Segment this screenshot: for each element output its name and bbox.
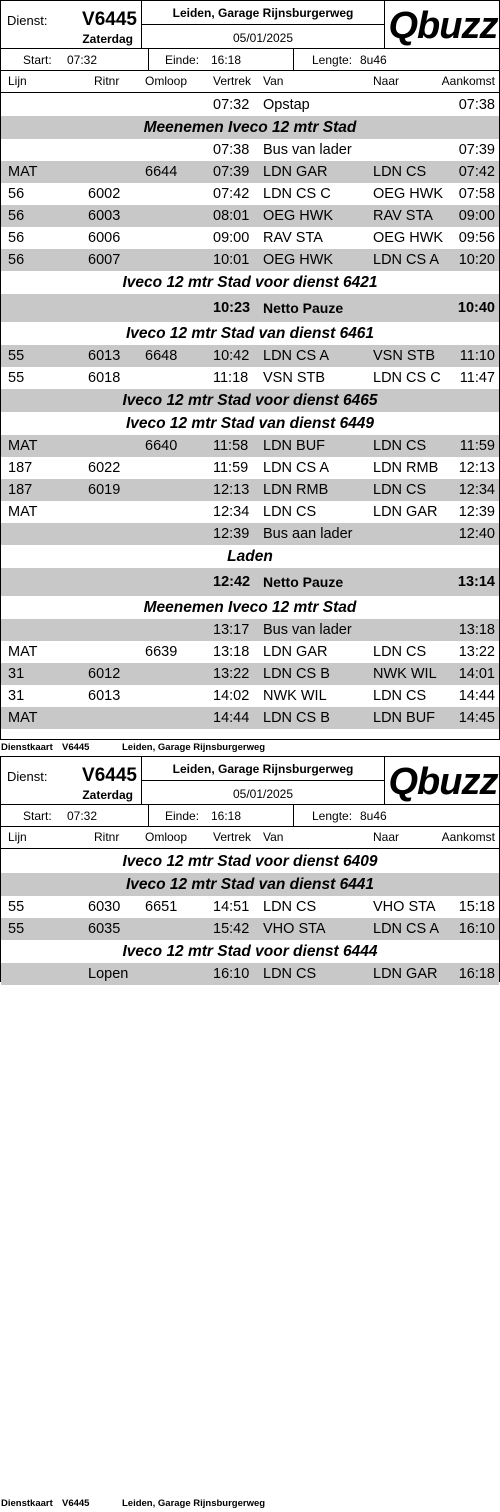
column-headers: [1, 71, 499, 93]
cell-aankomst: 14:45: [458, 710, 495, 726]
col-lijn: Lijn: [8, 74, 27, 88]
cell-lijn: 56: [8, 186, 25, 202]
col-van: Van: [263, 74, 284, 88]
footer-label: Dienstkaart: [1, 1498, 53, 1509]
col-ritnr: Ritnr: [94, 830, 120, 844]
cell-van: VSN STB: [263, 370, 326, 386]
cell-van: LDN CS: [263, 966, 317, 982]
cell-van: Bus van lader: [263, 622, 352, 638]
cell-lijn: MAT: [8, 504, 38, 520]
cell-ritnr: 6018: [88, 370, 121, 386]
cell-aankomst: 15:18: [458, 899, 495, 915]
cell-ritnr: 6019: [88, 482, 121, 498]
cell-lijn: 31: [8, 666, 25, 682]
cell-vertrek: 11:59: [213, 460, 249, 476]
lengte-cell: [294, 49, 499, 70]
cell-van: Netto Pauze: [263, 300, 344, 316]
cell-lijn: 55: [8, 370, 25, 386]
cell-vertrek: 13:17: [213, 622, 250, 638]
cell-lijn: 55: [8, 921, 25, 937]
cell-aankomst: 13:14: [457, 574, 495, 590]
cell-vertrek: 12:13: [213, 482, 250, 498]
dienstkaart-card: [0, 0, 500, 740]
trip-row: [1, 205, 499, 227]
cell-aankomst: 12:13: [458, 460, 495, 476]
cell-vertrek: 07:32: [213, 97, 250, 113]
trip-row: [1, 896, 499, 918]
cell-vertrek: 10:01: [213, 252, 250, 268]
date: 05/01/2025: [232, 31, 294, 45]
cell-aankomst: 07:42: [458, 164, 495, 180]
location-box: [142, 757, 385, 805]
cell-lijn: 31: [8, 688, 25, 704]
cell-aankomst: 11:59: [459, 438, 495, 454]
section-banner: Iveco 12 mtr Stad voor dienst 6444: [122, 943, 378, 960]
pause-row: [1, 294, 499, 322]
cell-ritnr: 6002: [88, 186, 121, 202]
start-label: Start:: [23, 809, 52, 823]
cell-omloop: 6640: [145, 438, 178, 454]
cell-van: LDN GAR: [263, 164, 328, 180]
cell-ritnr: 6007: [88, 252, 121, 268]
dienst-label: Dienst:: [7, 769, 48, 784]
cell-naar: LDN CS: [373, 438, 427, 454]
trip-row: [1, 367, 499, 389]
cell-naar: LDN CS: [373, 644, 427, 660]
dienst-number: V6445: [82, 9, 137, 30]
section-banner: Iveco 12 mtr Stad van dienst 6441: [1, 873, 499, 896]
cell-vertrek: 13:18: [213, 644, 250, 660]
trip-row: [1, 918, 499, 940]
section-banner: Meenemen Iveco 12 mtr Stad: [1, 116, 499, 139]
cell-aankomst: 07:39: [458, 142, 495, 158]
cell-vertrek: 10:42: [213, 348, 250, 364]
cell-van: LDN CS B: [263, 666, 330, 682]
qbuzz-logo: Qbuzz: [388, 5, 498, 47]
section-banner: Iveco 12 mtr Stad van dienst 6461: [125, 325, 375, 342]
lengte-cell: [294, 805, 499, 826]
col-vertrek: Vertrek: [213, 74, 252, 88]
card-header: [1, 1, 499, 49]
dienstkaart-page-1: [0, 0, 500, 753]
cell-lijn: MAT: [8, 644, 38, 660]
cell-ritnr: 6030: [88, 899, 121, 915]
section-banner: Iveco 12 mtr Stad voor dienst 6465: [1, 389, 499, 412]
cell-ritnr: Lopen: [88, 966, 129, 982]
cell-aankomst: 12:34: [458, 482, 495, 498]
cell-naar: NWK WIL: [373, 666, 437, 682]
cell-aankomst: 16:10: [458, 921, 495, 937]
cell-lijn: 55: [8, 899, 25, 915]
cell-van: LDN RMB: [263, 482, 329, 498]
cell-aankomst: 09:00: [458, 208, 495, 224]
col-naar: Naar: [373, 74, 400, 88]
lengte-value: 8u46: [360, 53, 387, 67]
einde-time: 16:18: [211, 53, 242, 67]
cell-vertrek: 09:00: [213, 230, 250, 246]
cell-naar: OEG HWK: [373, 230, 444, 246]
trip-row: [1, 663, 499, 685]
einde-cell: [149, 49, 294, 70]
cell-omloop: 6651: [145, 899, 178, 915]
cell-ritnr: 6022: [88, 460, 121, 476]
footer-location: Leiden, Garage Rijnsburgerweg: [122, 1498, 266, 1509]
cell-aankomst: 14:44: [458, 688, 495, 704]
trip-row: [1, 501, 499, 523]
cell-naar: LDN CS: [373, 688, 427, 704]
cell-naar: LDN CS: [373, 164, 427, 180]
cell-vertrek: 11:58: [213, 438, 249, 454]
cell-omloop: 6644: [145, 164, 178, 180]
start-time: 07:32: [67, 53, 98, 67]
dienst-day: Zaterdag: [82, 788, 133, 802]
date: 05/01/2025: [232, 787, 294, 801]
cell-aankomst: 07:38: [458, 97, 495, 113]
cell-vertrek: 07:42: [213, 186, 250, 202]
cell-aankomst: 10:20: [458, 252, 495, 268]
column-headers: [1, 827, 499, 849]
footer-location: Leiden, Garage Rijnsburgerweg: [122, 742, 266, 753]
col-omloop: Omloop: [145, 74, 188, 88]
cell-lijn: 55: [8, 348, 25, 364]
cell-aankomst: 11:10: [459, 348, 495, 364]
trip-row: [1, 435, 499, 457]
cell-omloop: 6639: [145, 644, 178, 660]
shift-info: [1, 49, 499, 71]
cell-lijn: MAT: [8, 438, 38, 454]
lengte-value: 8u46: [360, 809, 387, 823]
cell-aankomst: 12:40: [458, 526, 495, 542]
cell-van: Netto Pauze: [263, 574, 344, 590]
cell-lijn: MAT: [8, 164, 38, 180]
trip-row: [1, 183, 499, 205]
cell-van: LDN CS B: [263, 710, 330, 726]
cell-naar: LDN CS C: [373, 370, 441, 386]
trip-row: [1, 249, 499, 271]
cell-aankomst: 07:58: [458, 186, 495, 202]
cell-aankomst: 09:56: [458, 230, 495, 246]
cell-van: Opstap: [263, 97, 310, 113]
trip-row: [1, 457, 499, 479]
card-header: [1, 757, 499, 805]
cell-aankomst: 10:40: [457, 300, 495, 316]
trip-row: [1, 685, 499, 707]
trip-row: [1, 619, 499, 641]
cell-aankomst: 16:18: [458, 966, 495, 982]
page-footer: [0, 1498, 500, 1510]
trip-row: [1, 479, 499, 501]
cell-vertrek: 07:38: [213, 142, 250, 158]
dienst-box: [1, 1, 142, 49]
trip-row: [1, 94, 499, 116]
schedule-rows: [1, 94, 499, 729]
trip-row: [1, 227, 499, 249]
page-footer: [0, 742, 500, 754]
location-box: [142, 1, 385, 49]
cell-vertrek: 13:22: [213, 666, 250, 682]
cell-ritnr: 6013: [88, 688, 121, 704]
cell-vertrek: 16:10: [213, 966, 250, 982]
cell-aankomst: 12:39: [458, 504, 495, 520]
cell-aankomst: 14:01: [458, 666, 495, 682]
section-banner: Iveco 12 mtr Stad voor dienst 6409: [122, 853, 378, 870]
einde-cell: [149, 805, 294, 826]
cell-ritnr: 6006: [88, 230, 121, 246]
cell-lijn: 187: [8, 482, 33, 498]
cell-van: LDN GAR: [263, 644, 328, 660]
cell-ritnr: 6013: [88, 348, 121, 364]
dienst-box: [1, 757, 142, 805]
cell-naar: OEG HWK: [373, 186, 444, 202]
cell-aankomst: 11:47: [459, 370, 495, 386]
section-banner: Laden: [227, 548, 273, 565]
cell-ritnr: 6012: [88, 666, 121, 682]
cell-van: LDN CS: [263, 504, 317, 520]
cell-naar: LDN GAR: [373, 504, 438, 520]
cell-naar: LDN RMB: [373, 460, 439, 476]
cell-lijn: 56: [8, 208, 25, 224]
cell-vertrek: 12:42: [213, 574, 251, 590]
trip-row: [1, 161, 499, 183]
lengte-label: Lengte:: [312, 809, 353, 823]
dienst-label: Dienst:: [7, 13, 48, 28]
cell-van: LDN CS A: [263, 348, 330, 364]
cell-vertrek: 14:02: [213, 688, 250, 704]
cell-vertrek: 15:42: [213, 921, 250, 937]
cell-vertrek: 08:01: [213, 208, 250, 224]
cell-naar: LDN CS: [373, 482, 427, 498]
col-lijn: Lijn: [8, 830, 27, 844]
start-cell: [1, 49, 149, 70]
schedule-rows: [1, 850, 499, 985]
cell-naar: VHO STA: [373, 899, 436, 915]
trip-row: [1, 523, 499, 545]
trip-row: [1, 139, 499, 161]
einde-label: Einde:: [165, 809, 200, 823]
footer-dienst: V6445: [62, 1498, 90, 1509]
dienstkaart-card: [0, 756, 500, 982]
footer-dienst: V6445: [62, 742, 90, 753]
section-banner: Meenemen Iveco 12 mtr Stad: [143, 599, 357, 616]
cell-naar: LDN CS A: [373, 252, 440, 268]
col-van: Van: [263, 830, 284, 844]
section-banner: Iveco 12 mtr Stad voor dienst 6421: [122, 274, 378, 291]
col-naar: Naar: [373, 830, 400, 844]
cell-ritnr: 6003: [88, 208, 121, 224]
col-vertrek: Vertrek: [213, 830, 252, 844]
einde-label: Einde:: [165, 53, 200, 67]
trip-row: [1, 707, 499, 729]
cell-vertrek: 14:51: [213, 899, 250, 915]
cell-vertrek: 12:34: [213, 504, 250, 520]
cell-naar: VSN STB: [373, 348, 436, 364]
col-ritnr: Ritnr: [94, 74, 120, 88]
cell-vertrek: 11:18: [213, 370, 249, 386]
cell-van: LDN BUF: [263, 438, 326, 454]
cell-van: Bus aan lader: [263, 526, 353, 542]
start-time: 07:32: [67, 809, 98, 823]
cell-aankomst: 13:18: [458, 622, 495, 638]
cell-vertrek: 07:39: [213, 164, 250, 180]
trip-row: [1, 641, 499, 663]
dienst-day: Zaterdag: [82, 32, 133, 46]
col-omloop: Omloop: [145, 830, 188, 844]
cell-van: LDN CS C: [263, 186, 331, 202]
section-banner: Iveco 12 mtr Stad van dienst 6449: [125, 415, 375, 432]
col-aankomst: Aankomst: [441, 830, 495, 844]
qbuzz-logo: Qbuzz: [388, 761, 498, 803]
cell-lijn: 187: [8, 460, 33, 476]
cell-omloop: 6648: [145, 348, 178, 364]
dienstkaart-page-2: [0, 756, 500, 1509]
cell-vertrek: 14:44: [213, 710, 250, 726]
dienst-number: V6445: [82, 765, 137, 786]
cell-van: LDN CS A: [263, 460, 330, 476]
trip-row: [1, 345, 499, 367]
cell-ritnr: 6035: [88, 921, 121, 937]
cell-vertrek: 12:39: [213, 526, 250, 542]
cell-van: OEG HWK: [263, 208, 334, 224]
cell-van: OEG HWK: [263, 252, 334, 268]
location: Leiden, Garage Rijnsburgerweg: [142, 1, 384, 25]
einde-time: 16:18: [211, 809, 242, 823]
cell-van: RAV STA: [263, 230, 323, 246]
col-aankomst: Aankomst: [441, 74, 495, 88]
cell-naar: LDN GAR: [373, 966, 438, 982]
cell-naar: LDN BUF: [373, 710, 436, 726]
cell-van: NWK WIL: [263, 688, 327, 704]
start-label: Start:: [23, 53, 52, 67]
location: Leiden, Garage Rijnsburgerweg: [142, 757, 384, 781]
cell-van: Bus van lader: [263, 142, 352, 158]
start-cell: [1, 805, 149, 826]
cell-naar: LDN CS A: [373, 921, 440, 937]
footer-label: Dienstkaart: [1, 742, 53, 753]
lengte-label: Lengte:: [312, 53, 353, 67]
trip-row: [1, 963, 499, 985]
cell-lijn: 56: [8, 230, 25, 246]
cell-van: VHO STA: [263, 921, 326, 937]
cell-naar: RAV STA: [373, 208, 433, 224]
cell-aankomst: 13:22: [458, 644, 495, 660]
pause-row: [1, 568, 499, 596]
cell-lijn: 56: [8, 252, 25, 268]
shift-info: [1, 805, 499, 827]
cell-lijn: MAT: [8, 710, 38, 726]
cell-van: LDN CS: [263, 899, 317, 915]
cell-vertrek: 10:23: [213, 300, 251, 316]
